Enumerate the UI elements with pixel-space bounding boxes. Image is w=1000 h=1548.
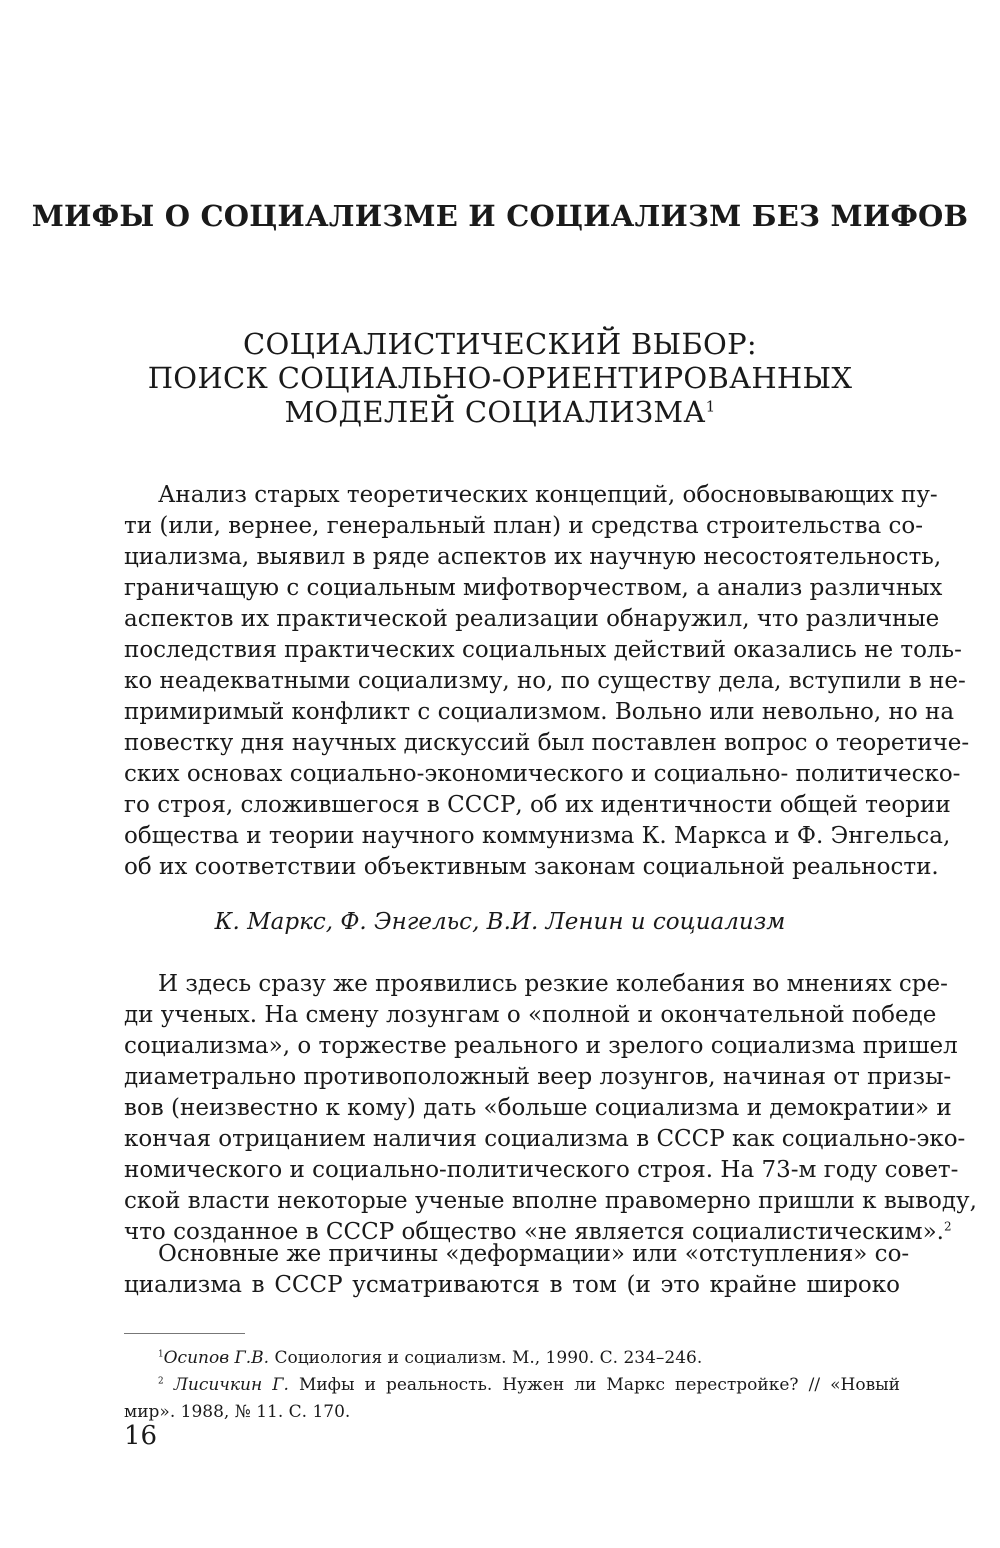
body-paragraph-3 [124, 1239, 910, 1301]
paragraph-line: последствия практических социальных действий оказались не толь- [124, 637, 962, 663]
footnote-divider [124, 1333, 245, 1334]
paragraph-line: го строя, сложившегося в СССР, об их идентичности общей теории [124, 792, 951, 818]
footnote-2-continuation: мир». 1988, № 11. С. 170. [124, 1402, 351, 1422]
paragraph-line: об их соответствии объективным законам социальной реальности. [124, 854, 939, 880]
footnotes [124, 1345, 900, 1426]
paragraph-line: социализма», о торжестве реального и зрелого социализма пришел [124, 1033, 958, 1059]
footnote-ref-1[interactable]: 1 [705, 397, 716, 416]
footnote-1 [124, 1345, 900, 1372]
article-title-line-3-text: МОДЕЛЕЙ СОЦИАЛИЗМА [284, 395, 706, 429]
paragraph-line: Основные же причины «деформации» или «отступления» со- [158, 1241, 910, 1267]
article-title-line-3 [0, 395, 1000, 429]
footnote-2 [124, 1372, 900, 1399]
paragraph-line: ко неадекватными социализму, но, по существу дела, вступили в не- [124, 668, 966, 694]
paragraph-line: ской власти некоторые ученые вполне правомерно пришли к выводу, [124, 1188, 977, 1214]
paragraph-line: номического и социально-политического строя. На 73-м году совет- [124, 1157, 959, 1183]
footnote-author: Осипов Г.В. [163, 1348, 270, 1368]
paragraph-line: аспектов их практической реализации обнаружил, что различные [124, 606, 940, 632]
footnote-text: Социология и социализм. М., 1990. С. 234–246. [269, 1348, 703, 1368]
body-paragraph-1 [124, 480, 970, 883]
body-paragraph-2 [124, 969, 977, 1248]
footnote-number: 2 [158, 1376, 164, 1387]
footnote-text: Мифы и реальность. Нужен ли Маркс перестройке? // «Новый [288, 1375, 901, 1395]
paragraph-line: ских основах социально-экономического и социально- политическо- [124, 761, 961, 787]
article-title [0, 327, 1000, 429]
paragraph-line: кончая отрицанием наличия социализма в СССР как социально-эко- [124, 1126, 966, 1152]
paragraph-line: Анализ старых теоретических концепций, обосновывающих пу- [158, 482, 938, 508]
paragraph-line: ди ученых. На смену лозунгам о «полной и окончательной победе [124, 1002, 937, 1028]
paragraph-line: вов (неизвестно к кому) дать «больше социализма и демократии» и [124, 1095, 952, 1121]
footnote-author: Лисичкин Г. [173, 1375, 289, 1395]
paragraph-line: циализма в СССР усматриваются в том (и это крайне широко [124, 1272, 900, 1298]
paragraph-line: ти (или, вернее, генеральный план) и средства строительства со- [124, 513, 924, 539]
footnote-ref-2[interactable]: 2 [943, 1219, 952, 1234]
article-title-line-2: ПОИСК СОЦИАЛЬНО-ОРИЕНТИРОВАННЫХ [147, 361, 853, 395]
paragraph-line: повестку дня научных дискуссий был поставлен вопрос о теоретиче- [124, 730, 970, 756]
paragraph-line-text: что созданное в СССР общество «не является социалистическим». [124, 1219, 944, 1245]
paragraph-line: диаметрально противоположный веер лозунгов, начиная от призы- [124, 1064, 952, 1090]
subheading: К. Маркс, Ф. Энгельс, В.И. Ленин и социализм [214, 909, 786, 935]
paragraph-line: примиримый конфликт с социализмом. Вольно или невольно, но на [124, 699, 955, 725]
page-number: 16 [124, 1421, 158, 1451]
paragraph-line: граничащую с социальным мифотворчеством, а анализ различных [124, 575, 943, 601]
paragraph-line: И здесь сразу же проявились резкие колебания во мнениях сре- [158, 971, 948, 997]
article-title-line-1: СОЦИАЛИСТИЧЕСКИЙ ВЫБОР: [243, 327, 757, 361]
paragraph-line: общества и теории научного коммунизма К. Маркса и Ф. Энгельса, [124, 823, 951, 849]
footnote-number: 1 [158, 1349, 164, 1360]
section-title: МИФЫ О СОЦИАЛИЗМЕ И СОЦИАЛИЗМ БЕЗ МИФОВ [31, 199, 969, 233]
paragraph-line: циализма, выявил в ряде аспектов их научную несостоятельность, [124, 544, 942, 570]
